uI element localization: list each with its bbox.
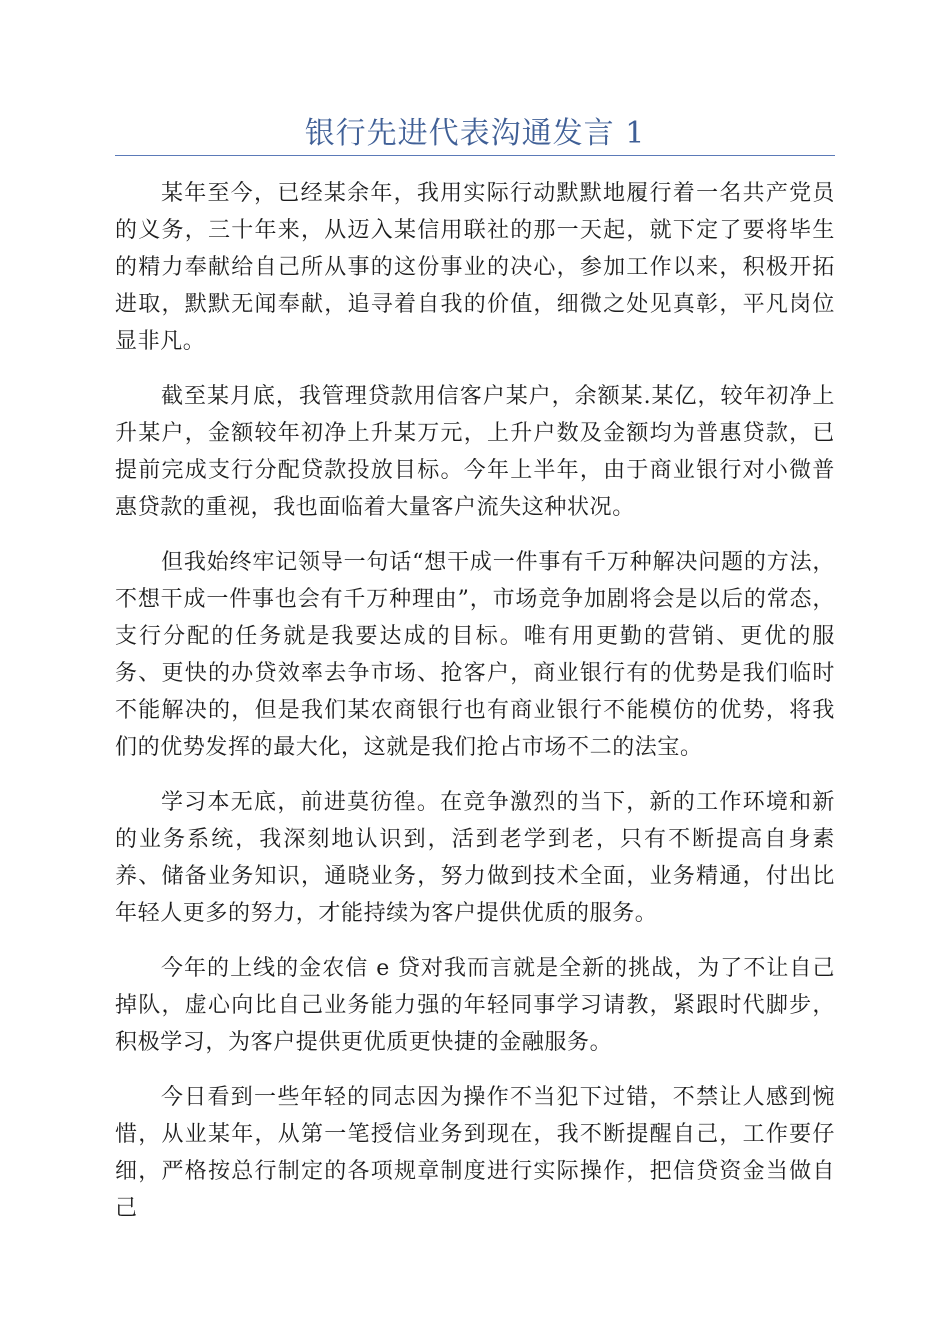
paragraph: 某年至今，已经某余年，我用实际行动默默地履行着一名共产党员的义务，三十年来，从迈入某信用联社的那一天起，就下定了要将毕生的精力奉献给自己所从事的这份事业的决心，参加工作以来，积极开拓进取，默默无闻奉献，追寻着自我的价值，细微之处见真彰，平凡岗位显非凡。 [115, 181, 835, 354]
paragraph: 但我始终牢记领导一句话“想干成一件事有千万种解决问题的方法，不想干成一件事也会有千万种理由”，市场竞争加剧将会是以后的常态，支行分配的任务就是我要达成的目标。唯有用更勤的营销、更优的服务、更快的办贷效率去争市场、抢客户，商业银行有的优势是我们临时不能解决的，但是我们某农商银行也有商业银行不能模仿的优势，将我们的优势发挥的最大化，这就是我们抢占市场不二的法宝。 [115, 550, 835, 760]
paragraph: 今日看到一些年轻的同志因为操作不当犯下过错，不禁让人感到惋惜，从业某年，从第一笔授信业务到现在，我不断提醒自己，工作要仔细，严格按总行制定的各项规章制度进行实际操作，把信贷资金当做自己 [115, 1085, 835, 1221]
paragraph: 学习本无底，前进莫彷徨。在竞争激烈的当下，新的工作环境和新的业务系统，我深刻地认识到，活到老学到老，只有不断提高自身素养、储备业务知识，通晓业务，努力做到技术全面，业务精通，付出比年轻人更多的努力，才能持续为客户提供优质的服务。 [115, 790, 835, 926]
paragraph: 今年的上线的金农信 e 贷对我而言就是全新的挑战，为了不让自己掉队，虚心向比自己业务能力强的年轻同事学习请教，紧跟时代脚步，积极学习，为客户提供更优质更快捷的金融服务。 [115, 956, 835, 1055]
document-title: 银行先进代表沟通发言 1 [304, 116, 646, 151]
document-body [115, 175, 835, 1245]
paragraph: 截至某月底，我管理贷款用信客户某户，余额某.某亿，较年初净上升某户，金额较年初净上升某万元，上升户数及金额均为普惠贷款，已提前完成支行分配贷款投放目标。今年上半年，由于商业银行对小微普惠贷款的重视，我也面临着大量客户流失这种状况。 [115, 384, 835, 520]
title-underline [115, 155, 835, 156]
